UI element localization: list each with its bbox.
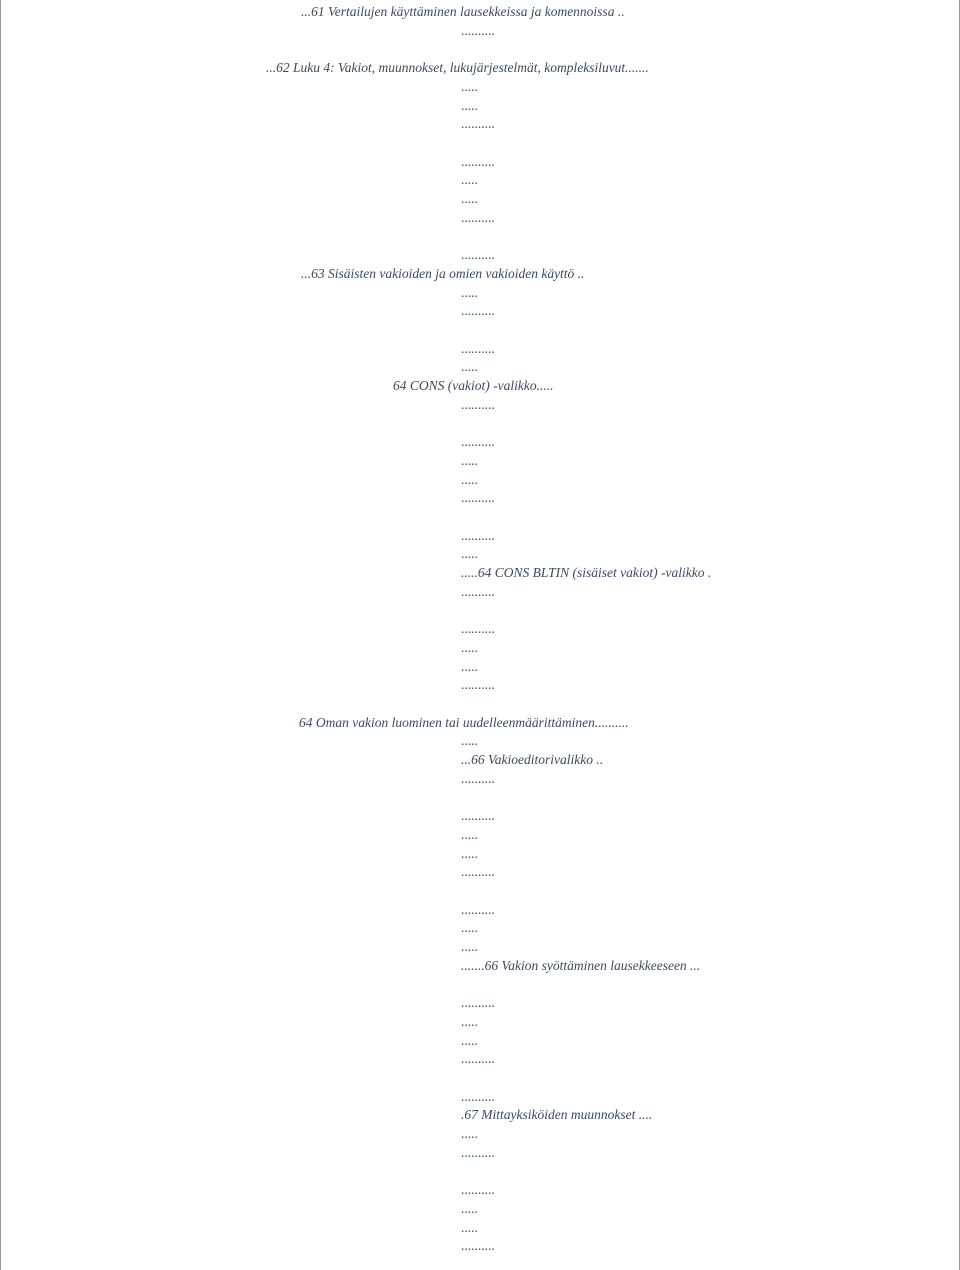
toc-leader: ..... [461, 452, 478, 468]
toc-entry: ...61 Vertailujen käyttäminen lausekkeissa ja komennoissa .. [301, 4, 625, 19]
toc-leader: .......... [461, 995, 495, 1011]
toc-leader: .......... [461, 116, 495, 132]
toc-entry: ...66 Vakioeditorivalikko .. [461, 752, 604, 767]
toc-leader: ..... [461, 1126, 478, 1141]
toc-leader: ..... [461, 546, 478, 562]
toc-leader: ..... [461, 191, 478, 206]
toc-leader: .......... [461, 490, 495, 506]
toc-entry: 64 CONS (vakiot) -valikko..... [393, 378, 554, 393]
toc-leader: .......... [461, 153, 495, 169]
toc-leader: .......... [461, 583, 495, 599]
toc-entry: ...62 Luku 4: Vakiot, muunnokset, lukujärjestelmät, kompleksiluvut....... [266, 60, 649, 76]
toc-leader: .......... [461, 340, 495, 356]
toc-leader: ..... [461, 1200, 478, 1216]
toc-leader: .......... [461, 303, 495, 319]
toc-leader: .......... [461, 434, 495, 450]
toc-entry: 64 Oman vakion luominen tai uudelleenmäärittäminen.......... [299, 714, 629, 730]
toc-leader: ..... [461, 1032, 478, 1048]
toc-entry: .67 Mittayksiköiden muunnokset .... [461, 1107, 653, 1123]
toc-leader: .......... [461, 22, 495, 38]
toc-leader: .......... [461, 621, 495, 637]
toc-leader: .......... [461, 808, 495, 824]
toc-leader: .......... [461, 1144, 495, 1160]
toc-leader: .......... [461, 901, 495, 917]
toc-leader: ..... [461, 172, 478, 188]
toc-leader: .......... [461, 527, 495, 543]
toc-entry: ...63 Sisäisten vakioiden ja omien vakioiden käyttö .. [301, 265, 585, 281]
toc-leader: .......... [461, 677, 495, 693]
toc-leader: .......... [461, 1182, 495, 1198]
toc-leader: .......... [461, 1238, 495, 1254]
toc-leader: ..... [461, 658, 478, 674]
toc-leader: ..... [461, 97, 478, 113]
toc-leader: .......... [461, 396, 495, 412]
toc-leader: ..... [461, 639, 478, 655]
toc-leader: ..... [461, 1013, 478, 1029]
toc-entry: .....64 CONS BLTIN (sisäiset vakiot) -valikko . [461, 565, 712, 580]
toc-leader: ..... [461, 920, 478, 936]
toc-leader: ..... [461, 284, 478, 300]
toc-leader: ..... [461, 78, 478, 94]
toc-leader: ..... [461, 359, 478, 375]
toc-leader: .......... [461, 770, 495, 786]
toc-leader: ..... [461, 1219, 478, 1235]
toc-leader: .......... [461, 1088, 495, 1104]
toc-leader: ..... [461, 939, 478, 954]
toc-leader: ..... [461, 471, 478, 487]
toc-leader: .......... [461, 247, 495, 263]
toc-leader: ..... [461, 845, 478, 861]
toc-entry: .......66 Vakion syöttäminen lausekkeeseen ... [461, 957, 701, 973]
toc-leader: .......... [461, 209, 495, 225]
toc-leader: ..... [461, 733, 478, 749]
toc-leader: .......... [461, 1051, 495, 1067]
toc-leader: ..... [461, 826, 478, 842]
toc-leader: .......... [461, 864, 495, 880]
